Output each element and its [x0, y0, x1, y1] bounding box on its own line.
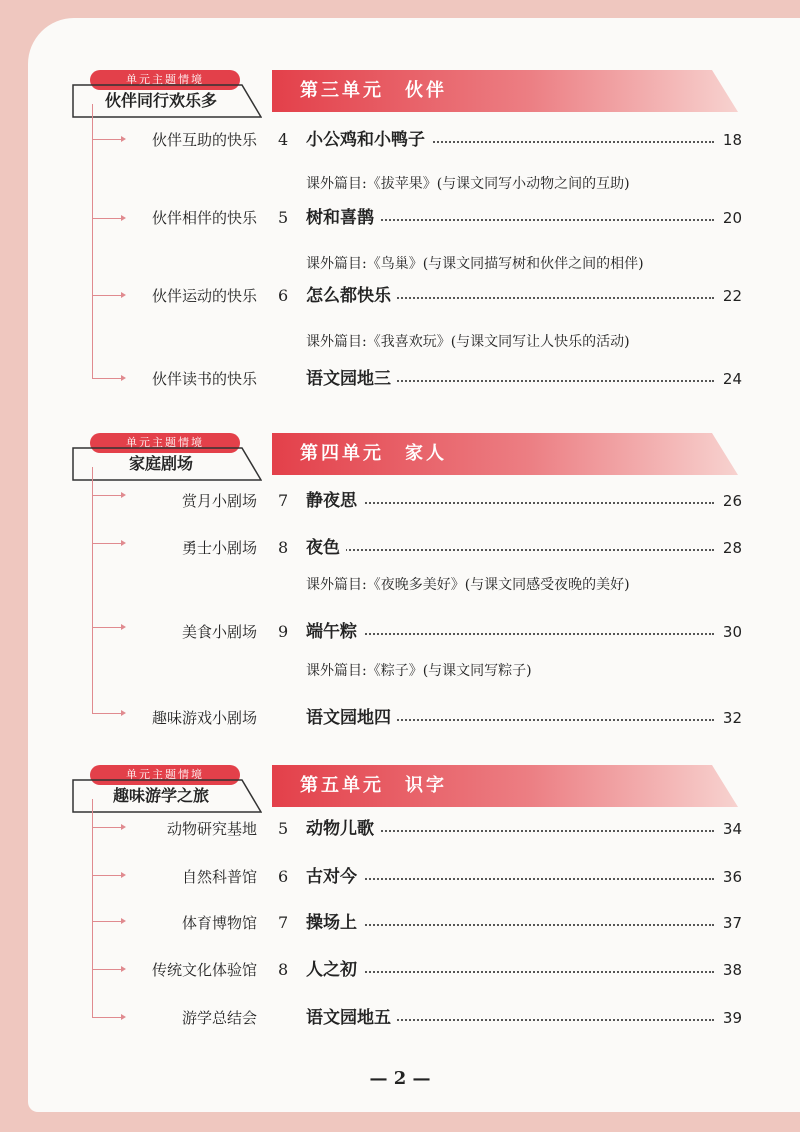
lesson-number: 5 — [278, 208, 289, 227]
page-number: 37 — [718, 910, 742, 936]
page-number: 28 — [718, 535, 742, 561]
dot-leader — [306, 502, 714, 504]
toc-entry[interactable] — [0, 619, 800, 645]
unit-banner[interactable] — [272, 433, 738, 475]
unit-banner-title: 第三单元 伙伴 — [300, 80, 447, 101]
page-number: 32 — [718, 705, 742, 731]
unit-banner[interactable] — [272, 70, 738, 112]
scenario-label: 勇士小剧场 — [181, 539, 257, 557]
toc-entry[interactable] — [0, 488, 800, 514]
page-number: 26 — [718, 488, 742, 514]
lesson-number: 7 — [278, 913, 289, 932]
page-number: 18 — [718, 127, 742, 153]
unit-banner-title: 第五单元 识字 — [300, 775, 447, 796]
page-number: 20 — [718, 205, 742, 231]
dot-leader — [306, 549, 714, 551]
lesson-number: 7 — [278, 491, 289, 510]
toc-entry[interactable] — [0, 705, 800, 731]
scenario-label: 传统文化体验馆 — [151, 961, 257, 979]
toc-entry[interactable] — [0, 864, 800, 890]
lesson-title: 动物儿歌 — [306, 816, 380, 842]
extra-reading: 课外篇目:《我喜欢玩》(与课文同写让人快乐的活动) — [306, 334, 630, 350]
toc-entry[interactable] — [0, 1005, 800, 1031]
dot-leader — [306, 878, 714, 880]
scenario-label: 伙伴运动的快乐 — [151, 287, 257, 305]
toc-entry[interactable] — [0, 535, 800, 561]
theme-tag-label: 单元主题情境 — [126, 73, 204, 86]
scenario-label: 赏月小剧场 — [181, 492, 257, 510]
unit-banner-title: 第四单元 家人 — [300, 443, 447, 464]
extra-reading: 课外篇目:《粽子》(与课文同写粽子) — [306, 663, 532, 679]
lesson-number: 9 — [278, 622, 289, 641]
page-number: 38 — [718, 957, 742, 983]
dot-leader — [306, 924, 714, 926]
theme-box — [72, 447, 262, 481]
scenario-label: 趣味游戏小剧场 — [151, 709, 257, 727]
scenario-label: 伙伴相伴的快乐 — [151, 209, 257, 227]
lesson-title: 语文园地三 — [306, 366, 397, 392]
toc-entry[interactable] — [0, 366, 800, 392]
lesson-title: 古对今 — [306, 864, 363, 890]
theme-box — [72, 84, 262, 118]
scenario-label: 游学总结会 — [181, 1009, 257, 1027]
page-number: 34 — [718, 816, 742, 842]
scenario-label: 动物研究基地 — [166, 820, 257, 838]
lesson-title: 小公鸡和小鸭子 — [306, 127, 431, 153]
toc-entry[interactable] — [0, 910, 800, 936]
dot-leader — [306, 971, 714, 973]
page-number: 22 — [718, 283, 742, 309]
lesson-title: 树和喜鹊 — [306, 205, 380, 231]
lesson-number: 8 — [278, 960, 289, 979]
unit-banner[interactable] — [272, 765, 738, 807]
lesson-number: 4 — [278, 130, 289, 149]
lesson-title: 端午粽 — [306, 619, 363, 645]
lesson-title: 人之初 — [306, 957, 363, 983]
toc-entry[interactable] — [0, 283, 800, 309]
toc-entry[interactable] — [0, 957, 800, 983]
theme-tag-label: 单元主题情境 — [126, 768, 204, 781]
scenario-label: 伙伴互助的快乐 — [151, 131, 257, 149]
toc-entry[interactable] — [0, 127, 800, 153]
lesson-number: 6 — [278, 286, 289, 305]
lesson-title: 静夜思 — [306, 488, 363, 514]
theme-title: 趣味游学之旅 — [112, 786, 209, 805]
theme-title: 伙伴同行欢乐多 — [104, 91, 217, 110]
toc-entry[interactable] — [0, 205, 800, 231]
theme-box — [72, 779, 262, 813]
lesson-number: 5 — [278, 819, 289, 838]
lesson-title: 语文园地五 — [306, 1005, 397, 1031]
lesson-title: 怎么都快乐 — [306, 283, 397, 309]
scenario-label: 自然科普馆 — [181, 868, 257, 886]
toc-entry[interactable] — [0, 816, 800, 842]
lesson-number: 6 — [278, 867, 289, 886]
theme-tag-label: 单元主题情境 — [126, 436, 204, 449]
page-number: 36 — [718, 864, 742, 890]
scenario-label: 美食小剧场 — [181, 623, 257, 641]
theme-title: 家庭剧场 — [128, 454, 193, 473]
scenario-label: 体育博物馆 — [181, 914, 257, 932]
page-number: 39 — [718, 1005, 742, 1031]
lesson-title: 语文园地四 — [306, 705, 397, 731]
extra-reading: 课外篇目:《鸟巢》(与课文同描写树和伙伴之间的相伴) — [306, 256, 644, 272]
extra-reading: 课外篇目:《拔苹果》(与课文同写小动物之间的互助) — [306, 176, 630, 192]
lesson-title: 夜色 — [306, 535, 346, 561]
extra-reading: 课外篇目:《夜晚多美好》(与课文同感受夜晚的美好) — [306, 577, 630, 593]
page-footer-number: — 2 — — [369, 1068, 431, 1089]
lesson-title: 操场上 — [306, 910, 363, 936]
scenario-label: 伙伴读书的快乐 — [151, 370, 257, 388]
page-number: 24 — [718, 366, 742, 392]
dot-leader — [306, 633, 714, 635]
lesson-number: 8 — [278, 538, 289, 557]
page-number: 30 — [718, 619, 742, 645]
